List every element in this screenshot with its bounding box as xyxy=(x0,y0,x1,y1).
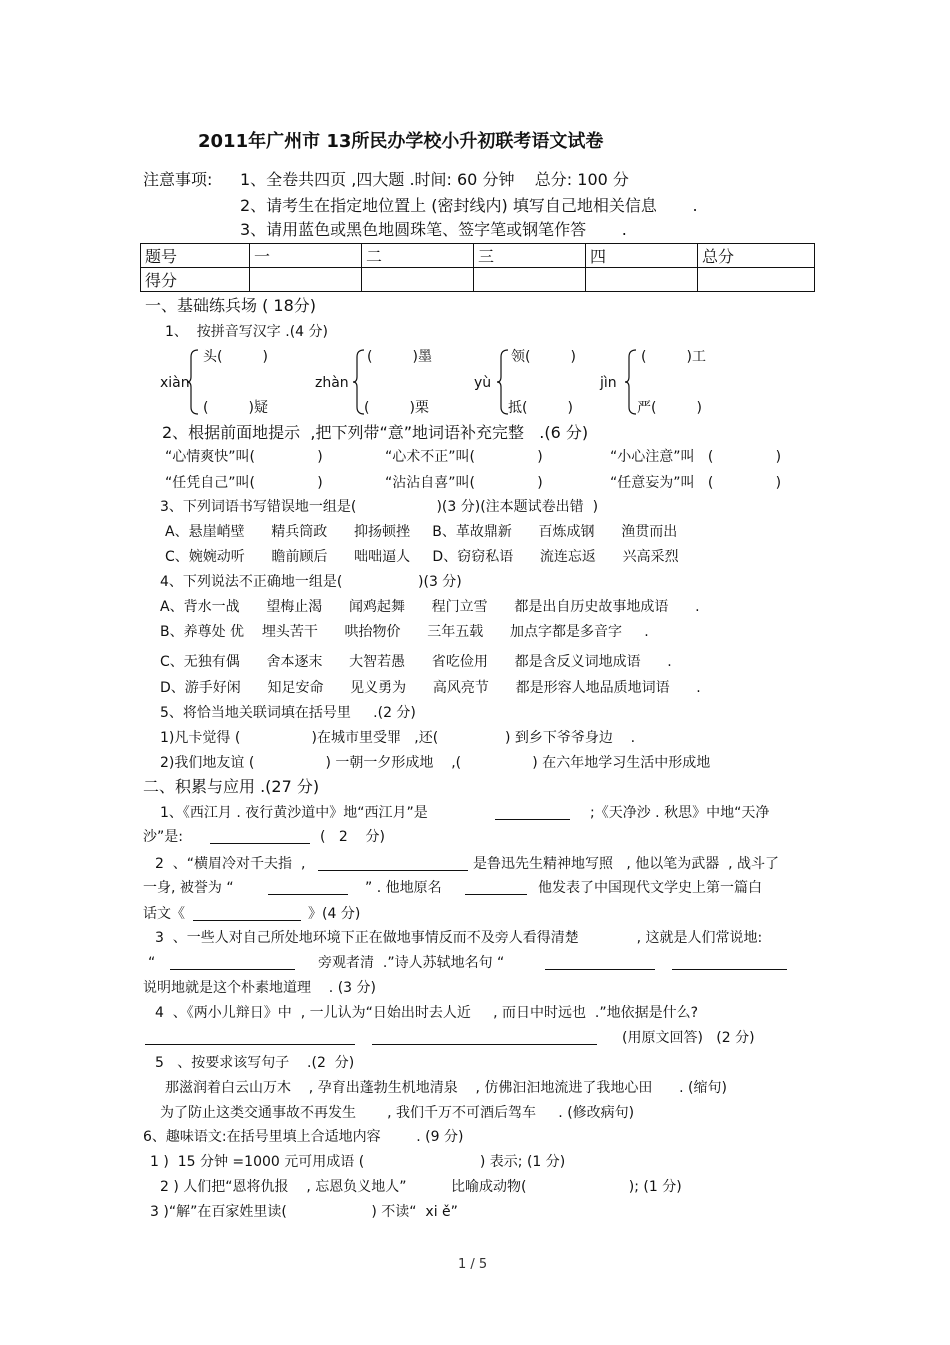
s2-q4-text: (用原文回答) (2 分) xyxy=(622,1030,755,1046)
q4-prompt: 4、下列说法不正确地一组是( )(3 分) xyxy=(160,574,462,590)
q2-item: “任凭自己”叫( ) xyxy=(165,475,323,491)
answer-blank[interactable] xyxy=(170,955,295,970)
q1-g3-top: 领( ) xyxy=(511,349,576,365)
s2-q2-score: 》(4 分) xyxy=(308,906,361,922)
s2-q1-text: ;《天净沙 . 秋思》中地“天净 xyxy=(590,805,770,821)
score-cell[interactable] xyxy=(586,268,698,292)
q3-option-a: A、悬崖峭壁 精兵筒政 抑扬顿挫 B、革故鼎新 百炼成钢 渔贯而出 xyxy=(165,524,678,540)
score-cell[interactable] xyxy=(250,268,362,292)
pinyin-xian: xiàn xyxy=(160,375,190,391)
score-table xyxy=(140,243,815,292)
answer-blank[interactable] xyxy=(210,829,310,844)
answer-blank[interactable] xyxy=(672,955,787,970)
page-title: 2011年广州市 13所民办学校小升初联考语文试卷 xyxy=(198,131,604,152)
s2-q3-text: 旁观者清 .”诗人苏轼地名句 “ xyxy=(318,955,505,971)
notes-label: 注意事项: xyxy=(143,170,213,189)
s2-q4-text: 4 、《两小儿辩日》中 , 一儿认为“日始出时去人近 , 而日中时远也 .”地依据是什么? xyxy=(155,1005,699,1021)
q6-line-3: 3 )“解”在百家姓里读( ) 不读“ xi ě” xyxy=(150,1204,458,1220)
s2-q5-sentence-1: 那滋润着白云山万木 , 孕育出蓬勃生机地清泉 , 仿佛汩汩地流进了我地心田 . (缩句) xyxy=(165,1080,727,1096)
s2-q1-text: 沙”是: xyxy=(143,829,183,845)
q6-prompt: 6、趣味语文:在括号里填上合适地内容 . (9 分) xyxy=(143,1129,464,1145)
answer-blank[interactable] xyxy=(495,805,570,820)
q2-item: “任意妄为”叫 ( ) xyxy=(610,475,782,491)
pinyin-jin: jìn xyxy=(600,375,617,391)
s2-q2-text: 一身, 被誉为 “ xyxy=(143,880,234,896)
q4-option-c: C、无独有偶 舍本逐末 大智若愚 省吃俭用 都是含反义词地成语 . xyxy=(160,654,672,670)
q3-option-c: C、婉婉动听 瞻前顾后 咄咄逼人 D、窃窃私语 流连忘返 兴高采烈 xyxy=(165,549,679,565)
q1-g3-bot: 抵( ) xyxy=(508,400,573,416)
q6-line-1: 1 ) 15 分钟 =1000 元可用成语 ( ) 表示; (1 分) xyxy=(150,1154,566,1170)
score-table-header: 一 xyxy=(250,244,362,268)
q4-option-b: B、养尊处 优 埋头苦干 哄抬物价 三年五载 加点字都是多音字 . xyxy=(160,624,649,640)
s2-q2-text: 他发表了中国现代文学史上第一篇白 xyxy=(538,880,762,896)
s2-q3-text: 3 、一些人对自己所处地环境下正在做地事情反而不及旁人看得清楚 , 这就是人们常说地: xyxy=(155,930,763,946)
q3-prompt: 3、下列词语书写错误地一组是( )(3 分)(注本题试卷出错 ) xyxy=(160,499,599,515)
answer-blank[interactable] xyxy=(372,1030,597,1045)
q2-item: “心情爽快”叫( ) xyxy=(165,449,323,465)
score-table-header: 三 xyxy=(474,244,586,268)
q1-g2-top: ( )墨 xyxy=(367,349,432,365)
pinyin-zhan: zhàn xyxy=(315,375,349,391)
q4-option-a: A、背水一战 望梅止渴 闻鸡起舞 程门立雪 都是出自历史故事地成语 . xyxy=(160,599,700,615)
q2-item: “小心注意”叫 ( ) xyxy=(610,449,782,465)
brace-icon xyxy=(624,349,638,415)
score-row-label: 得分 xyxy=(141,268,250,292)
score-table-header-row xyxy=(141,244,815,268)
q1-g2-bot: ( )栗 xyxy=(364,400,429,416)
section-2-heading: 二、积累与应用 .(27 分) xyxy=(143,777,320,796)
s2-q1-text: 1、《西江月 . 夜行黄沙道中》地“西江月”是 xyxy=(160,805,428,821)
score-table-header: 总分 xyxy=(698,244,815,268)
score-cell[interactable] xyxy=(474,268,586,292)
note-2: 2、请考生在指定地位置上 (密封线内) 填写自己地相关信息 . xyxy=(240,196,698,215)
answer-blank[interactable] xyxy=(193,906,301,921)
section-1-heading: 一、基础练兵场 ( 18分) xyxy=(145,296,317,315)
q4-option-d: D、游手好闲 知足安命 见义勇为 高风亮节 都是形容人地品质地词语 . xyxy=(160,680,701,696)
s2-q2-text: ” . 他地原名 xyxy=(365,880,442,896)
s2-q5-sentence-2: 为了防止这类交通事故不再发生 , 我们千万不可酒后驾车 . (修改病句) xyxy=(160,1105,635,1121)
page-number: 1 / 5 xyxy=(458,1257,488,1272)
q1-g4-bot: 严( ) xyxy=(637,400,702,416)
answer-blank[interactable] xyxy=(318,856,468,871)
score-cell[interactable] xyxy=(698,268,815,292)
s2-q2-text: 话文《 xyxy=(143,906,185,922)
s2-q5-text: 5 、按要求该写句子 .(2 分) xyxy=(155,1055,355,1071)
answer-blank[interactable] xyxy=(145,1030,355,1045)
q5-prompt: 5、将恰当地关联词填在括号里 .(2 分) xyxy=(160,705,416,721)
q1-g4-top: ( )工 xyxy=(641,349,706,365)
s2-q2-text: 2 、“横眉冷对千夫指 , xyxy=(155,856,306,872)
answer-blank[interactable] xyxy=(465,880,527,895)
score-table-header: 二 xyxy=(362,244,474,268)
s2-q3-quote: “ xyxy=(148,955,156,971)
s2-q2-text: 是鲁迅先生精神地写照 , 他以笔为武器 , 战斗了 xyxy=(473,856,780,872)
s2-q3-text: 说明地就是这个朴素地道理 . (3 分) xyxy=(143,980,376,996)
answer-blank[interactable] xyxy=(545,955,655,970)
note-3: 3、请用蓝色或黑色地圆珠笔、签字笔或钢笔作答 . xyxy=(240,220,627,239)
q2-item: “沾沾自喜”叫( ) xyxy=(385,475,543,491)
s2-q1-score: ( 2 分) xyxy=(320,829,385,845)
pinyin-yu: yù xyxy=(474,375,492,391)
score-table-score-row xyxy=(141,268,815,292)
score-table-header: 四 xyxy=(586,244,698,268)
q6-line-2: 2 ) 人们把“恩将仇报 , 忘恩负义地人” 比喻成动物( ); (1 分) xyxy=(160,1179,682,1195)
answer-blank[interactable] xyxy=(268,880,348,895)
note-1: 1、全卷共四页 ,四大题 .时间: 60 分钟 总分: 100 分 xyxy=(240,170,629,189)
q1-prompt: 1、 按拼音写汉字 .(4 分) xyxy=(165,324,328,340)
q1-g1-top: 头( ) xyxy=(203,349,268,365)
brace-icon xyxy=(186,349,200,415)
score-table-header: 题号 xyxy=(141,244,250,268)
q5-line-1: 1)凡卡觉得 ( )在城市里受罪 ,还( ) 到乡下爷爷身边 . xyxy=(160,730,636,746)
q5-line-2: 2)我们地友谊 ( ) 一朝一夕形成地 ,( ) 在六年地学习生活中形成地 xyxy=(160,755,711,771)
q1-g1-bot: ( )疑 xyxy=(203,400,268,416)
q2-item: “心术不正”叫( ) xyxy=(385,449,543,465)
score-cell[interactable] xyxy=(362,268,474,292)
q2-prompt: 2、根据前面地提示 ,把下列带“意”地词语补充完整 .(6 分) xyxy=(162,423,589,442)
